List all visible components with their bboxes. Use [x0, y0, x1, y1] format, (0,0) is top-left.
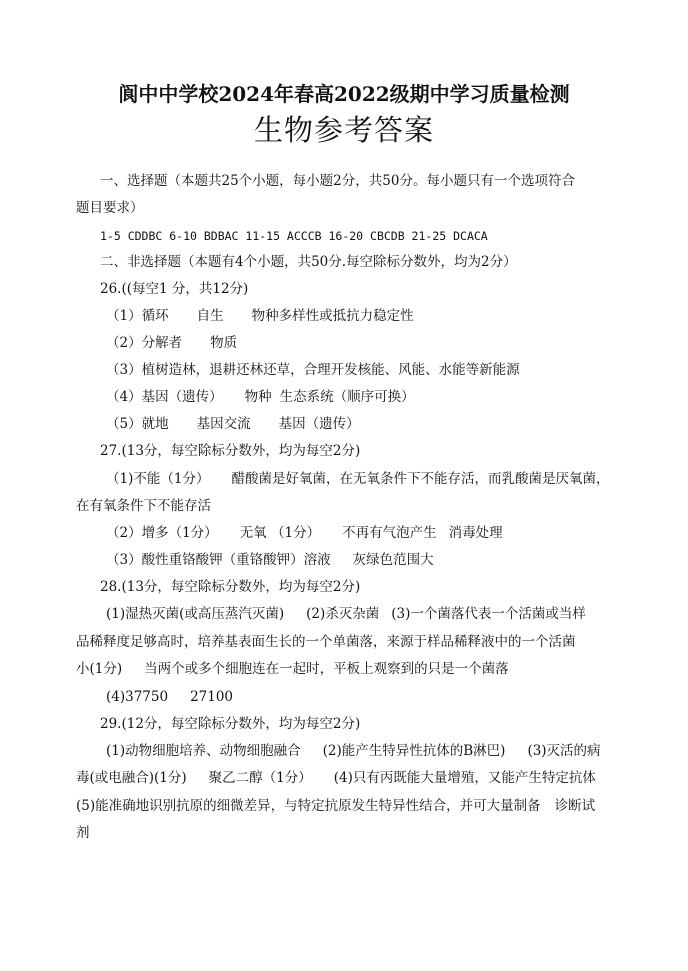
q29-2-c: (4)只有丙既能大量增殖，又能产生特定抗体 — [333, 770, 596, 786]
exam-title: 阆中中学校2024年春高2022级期中学习质量检测 — [118, 82, 570, 106]
q29-2-b: 聚乙二醇（1分） — [208, 770, 312, 786]
q26-4-c: 生态系统（顺序可换） — [279, 389, 415, 405]
q27-1-b: 醋酸菌是好氧菌，在无氧条件下不能存活，而乳酸菌是厌氧菌， — [231, 471, 610, 487]
q29-1-b: (2)能产生特异性抗体的B淋巴) — [322, 743, 506, 759]
q26-answer-4 — [106, 388, 415, 406]
q29-line-3 — [76, 797, 595, 815]
q26-5-a: （5）就地 — [106, 416, 169, 432]
choice-answers: 1-5 CDDBC 6-10 BDBAC 11-15 ACCCB 16-20 CBCDB 21-25 DCACA — [100, 229, 488, 243]
q27-2-b: 无氧 （1分） — [239, 525, 321, 541]
q28-4-a: (4)37750 — [106, 689, 169, 705]
q29-heading: 29.(12分，每空除标分数外，均为每空2分) — [100, 716, 361, 732]
q26-5-c: 基因（遗传） — [278, 416, 360, 432]
q26-2-a: （2）分解者 — [106, 335, 183, 351]
q29-line-2 — [76, 769, 596, 787]
section1-heading-cont: 题目要求） — [76, 200, 144, 216]
q29-1-a: (1)动物细胞培养、动物细胞融合 — [106, 743, 301, 759]
q28-3-b: 当两个或多个细胞连在一起时，平板上观察到的只是一个菌落 — [144, 661, 509, 677]
q29-line-4: 剂 — [76, 825, 90, 841]
q28-heading: 28.(13分，每空除标分数外，均为每空2分) — [100, 579, 361, 595]
q27-2-c: 不再有气泡产生 — [342, 525, 437, 541]
q26-answer-1 — [106, 307, 414, 325]
q27-3-b: 灰绿色范围大 — [352, 552, 434, 568]
q28-line-1 — [106, 605, 586, 623]
q27-answer-1 — [106, 470, 609, 488]
q27-1-a: （1)不能（1分） — [106, 471, 210, 487]
q28-line-3 — [76, 660, 509, 678]
q29-2-a: 毒(或电融合)(1分) — [76, 770, 187, 786]
q28-3-a: 小(1分) — [76, 661, 123, 677]
q28-line-2: 品稀释度足够高时，培养基表面生长的一个单菌落，来源于样品稀释液中的一个活菌 — [76, 634, 576, 650]
q27-3-a: （3）酸性重铬酸钾（重铬酸钾）溶液 — [106, 552, 331, 568]
q28-1-c: (3)一个菌落代表一个活菌或当样 — [391, 606, 586, 622]
q27-2-d: 消毒处理 — [448, 525, 503, 541]
q28-line-4 — [106, 688, 233, 706]
q26-2-b: 物质 — [210, 335, 238, 351]
q28-4-b: 27100 — [190, 689, 234, 705]
q27-heading: 27.(13分，每空除标分数外，均为每空2分) — [100, 443, 361, 459]
q28-1-b: (2)杀灭杂菌 — [306, 606, 380, 622]
q26-5-b: 基因交流 — [196, 416, 251, 432]
q26-1-b: 自生 — [196, 308, 224, 324]
q26-heading: 26.((每空1 分，共12分) — [100, 281, 249, 297]
q27-answer-2 — [106, 524, 503, 542]
section2-heading: 二、非选择题（本题有4个小题，共50分.每空除标分数外，均为2分） — [100, 254, 517, 270]
q29-line-1 — [106, 742, 601, 760]
q26-answer-2 — [106, 334, 237, 352]
q26-4-b: 物种 — [244, 389, 272, 405]
q27-2-a: （2）增多（1分） — [106, 525, 218, 541]
q29-3-a: (5)能准确地识别抗原的细微差异，与特定抗原发生特异性结合，并可大量制备 — [76, 798, 541, 814]
q26-1-c: 物种多样性或抵抗力稳定性 — [251, 308, 414, 324]
answer-key-title: 生物参考答案 — [253, 113, 434, 147]
q27-answer-1-cont: 在有氧条件下不能存活 — [76, 498, 211, 514]
section1-heading: 一、选择题（本题共25个小题，每小题2分，共50分。每小题只有一个选项符合 — [100, 173, 575, 189]
q29-3-b: 诊断试 — [554, 798, 596, 814]
q27-answer-3 — [106, 551, 434, 569]
q26-1-a: （1）循环 — [106, 308, 169, 324]
q26-answer-5 — [106, 415, 360, 433]
q28-1-a: (1)湿热灭菌(或高压蒸汽灭菌) — [106, 606, 285, 622]
q29-1-c: (3)灭活的病 — [527, 743, 601, 759]
q26-4-a: （4）基因（遗传） — [106, 389, 223, 405]
q26-answer-3: （3）植树造林，退耕还林还草，合理开发核能、风能、水能等新能源 — [106, 362, 520, 378]
